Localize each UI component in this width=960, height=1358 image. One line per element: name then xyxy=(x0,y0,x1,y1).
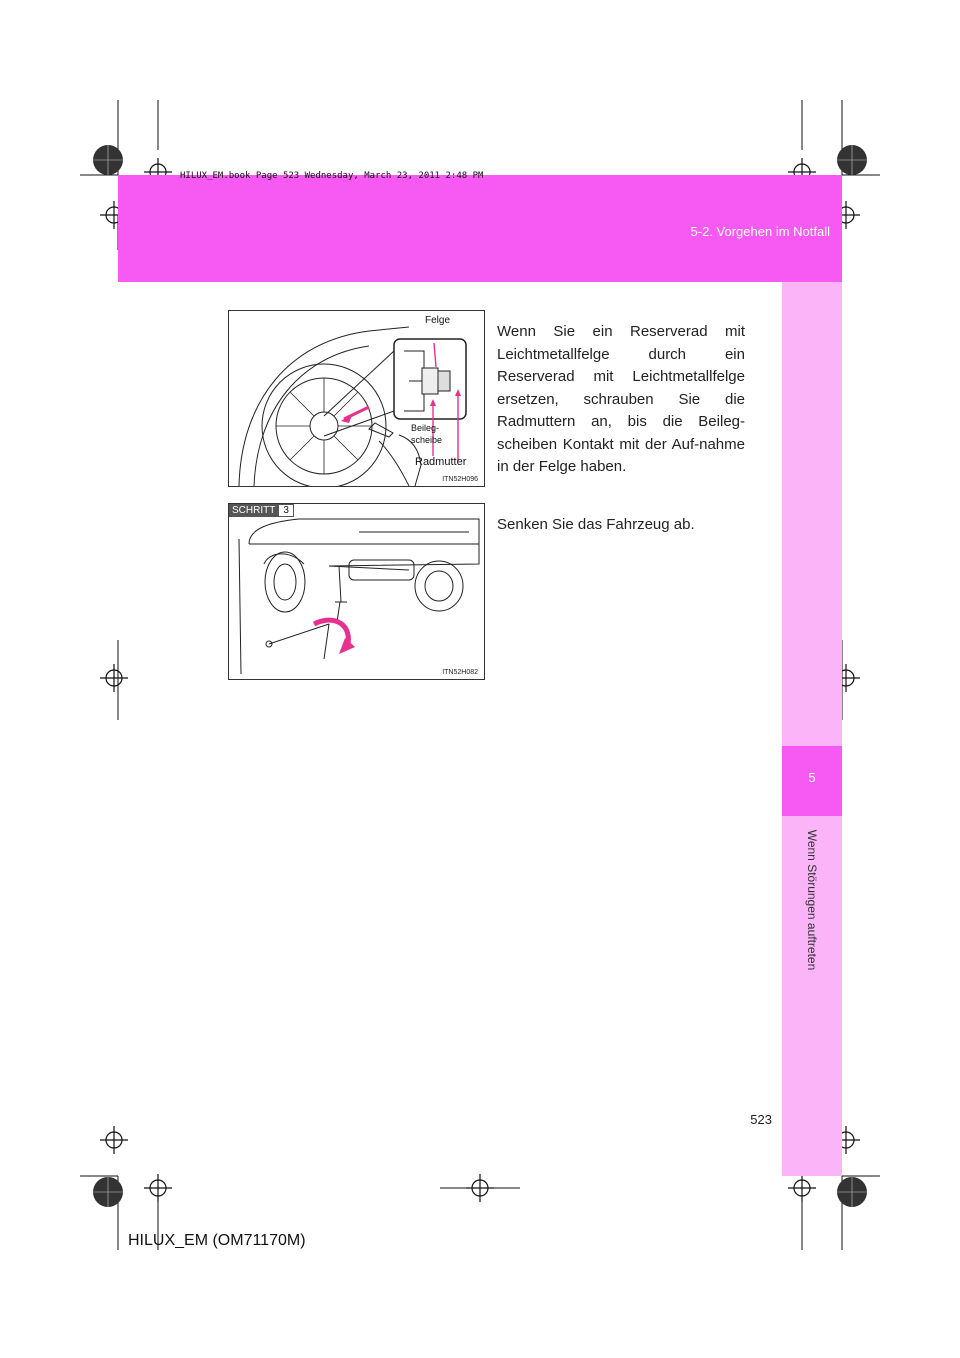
footer-code: HILUX_EM (OM71170M) xyxy=(128,1232,306,1249)
instruction-paragraph: Senken Sie das Fahrzeug ab. xyxy=(497,516,695,533)
step-label: SCHRITT xyxy=(229,504,278,517)
chapter-title: Wenn Störungen auftreten xyxy=(805,829,819,971)
book-info: HILUX_EM.book Page 523 Wednesday, March 23, 2011 2:48 PM xyxy=(180,171,484,181)
step-number: 3 xyxy=(278,504,294,517)
figure-code: ITN52H096 xyxy=(442,476,478,483)
figure-code: ITN52H082 xyxy=(442,669,478,676)
section-title: 5-2. Vorgehen im Notfall xyxy=(690,224,830,239)
label-radmutter: Radmutter xyxy=(415,456,467,468)
instruction-paragraph: Wenn Sie ein Reserverad mit Leichtmetallfelge durch ein Reserverad mit Leichtmetallfelge ersetzen, schrauben Sie die Radmuttern an, bis die Beileg-scheiben Kontakt mit der Auf-nahme in der Felge haben. xyxy=(497,323,745,475)
label-beilegscheibe-1: Beileg- xyxy=(411,423,440,433)
chapter-number: 5 xyxy=(808,770,816,785)
chapter-sidebar xyxy=(782,282,842,1176)
label-beilegscheibe-2: scheibe xyxy=(411,435,443,445)
figure-lower-vehicle xyxy=(228,503,485,680)
step-badge xyxy=(229,504,294,517)
lower-vehicle-illustration xyxy=(229,504,484,679)
figure-wheel-nut xyxy=(228,310,485,487)
page-number: 523 xyxy=(750,1112,772,1127)
label-felge: Felge xyxy=(425,315,451,326)
